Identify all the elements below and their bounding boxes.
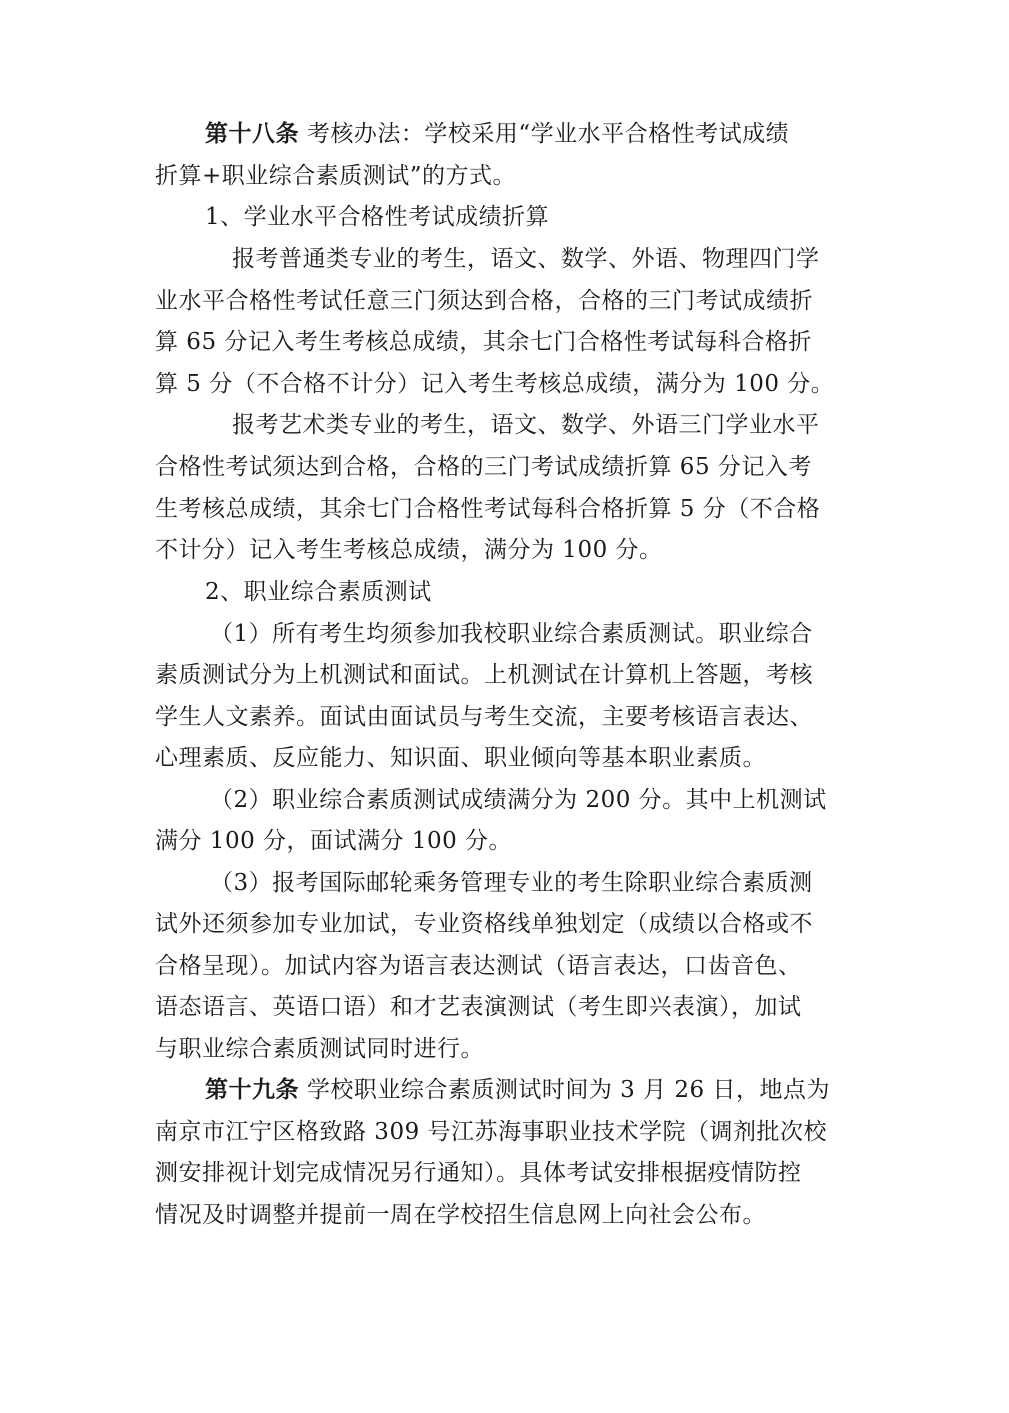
general-category-paragraph-line: 算 65 分记入考生考核总成绩，其余七门合格性考试每科合格折 bbox=[155, 329, 812, 355]
art-category-paragraph-line: 不计分）记入考生考核总成绩，满分为 100 分。 bbox=[155, 537, 663, 563]
article-19-text-line: 南京市江宁区格致路 309 号江苏海事职业技术学院（调剂批次校 bbox=[155, 1119, 828, 1145]
section-2-title: 2、职业综合素质测试 bbox=[205, 579, 432, 605]
article-19-text-line: 情况及时调整并提前一周在学校招生信息网上向社会公布。 bbox=[155, 1202, 766, 1228]
article-18-heading: 第十八条 bbox=[205, 120, 299, 147]
item-2-paragraph-line: （2）职业综合素质测试成绩满分为 200 分。其中上机测试 bbox=[210, 787, 827, 813]
item-3-paragraph-line: 与职业综合素质测试同时进行。 bbox=[155, 1036, 484, 1062]
item-1-paragraph-line: 素质测试分为上机测试和面试。上机测试在计算机上答题，考核 bbox=[155, 662, 813, 688]
article-19-text-line: 测安排视计划完成情况另行通知）。具体考试安排根据疫情防控 bbox=[155, 1160, 802, 1186]
general-category-paragraph-line: 算 5 分（不合格不计分）记入考生考核总成绩，满分为 100 分。 bbox=[155, 371, 835, 397]
article-19-heading: 第十九条 bbox=[205, 1076, 299, 1103]
art-category-paragraph-line: 合格性考试须达到合格，合格的三门考试成绩折算 65 分记入考 bbox=[155, 454, 812, 480]
item-1-paragraph-line: （1）所有考生均须参加我校职业综合素质测试。职业综合 bbox=[210, 621, 813, 647]
general-category-paragraph-line: 业水平合格性考试任意三门须达到合格，合格的三门考试成绩折 bbox=[155, 288, 813, 314]
article-18-text-line: 折算+职业综合素质测试”的方式。 bbox=[155, 163, 517, 189]
article-19-text: 学校职业综合素质测试时间为 3 月 26 日，地点为 bbox=[306, 1077, 830, 1103]
item-3-paragraph-line: 语态语言、英语口语）和才艺表演测试（考生即兴表演），加试 bbox=[155, 994, 802, 1020]
section-1-title: 1、学业水平合格性考试成绩折算 bbox=[205, 204, 550, 230]
item-1-paragraph-line: 心理素质、反应能力、知识面、职业倾向等基本职业素质。 bbox=[155, 745, 766, 771]
article-19-first-line bbox=[205, 1075, 925, 1105]
item-2-paragraph-line: 满分 100 分，面试满分 100 分。 bbox=[155, 828, 513, 854]
art-category-paragraph-line: 生考核总成绩，其余七门合格性考试每科合格折算 5 分（不合格 bbox=[155, 496, 821, 522]
item-3-paragraph-line: 试外还须参加专业加试，专业资格线单独划定（成绩以合格或不 bbox=[155, 911, 813, 937]
general-category-paragraph-line: 报考普通类专业的考生，语文、数学、外语、物理四门学 bbox=[232, 246, 820, 272]
art-category-paragraph-line: 报考艺术类专业的考生，语文、数学、外语三门学业水平 bbox=[232, 412, 820, 438]
item-3-paragraph-line: （3）报考国际邮轮乘务管理专业的考生除职业综合素质测 bbox=[210, 870, 813, 896]
item-3-paragraph-line: 合格呈现）。加试内容为语言表达测试（语言表达，口齿音色、 bbox=[155, 953, 802, 979]
article-18-text: 考核办法：学校采用“学业水平合格性考试成绩 bbox=[306, 121, 790, 147]
article-18-first-line bbox=[205, 119, 925, 149]
item-1-paragraph-line: 学生人文素养。面试由面试员与考生交流，主要考核语言表达、 bbox=[155, 704, 813, 730]
